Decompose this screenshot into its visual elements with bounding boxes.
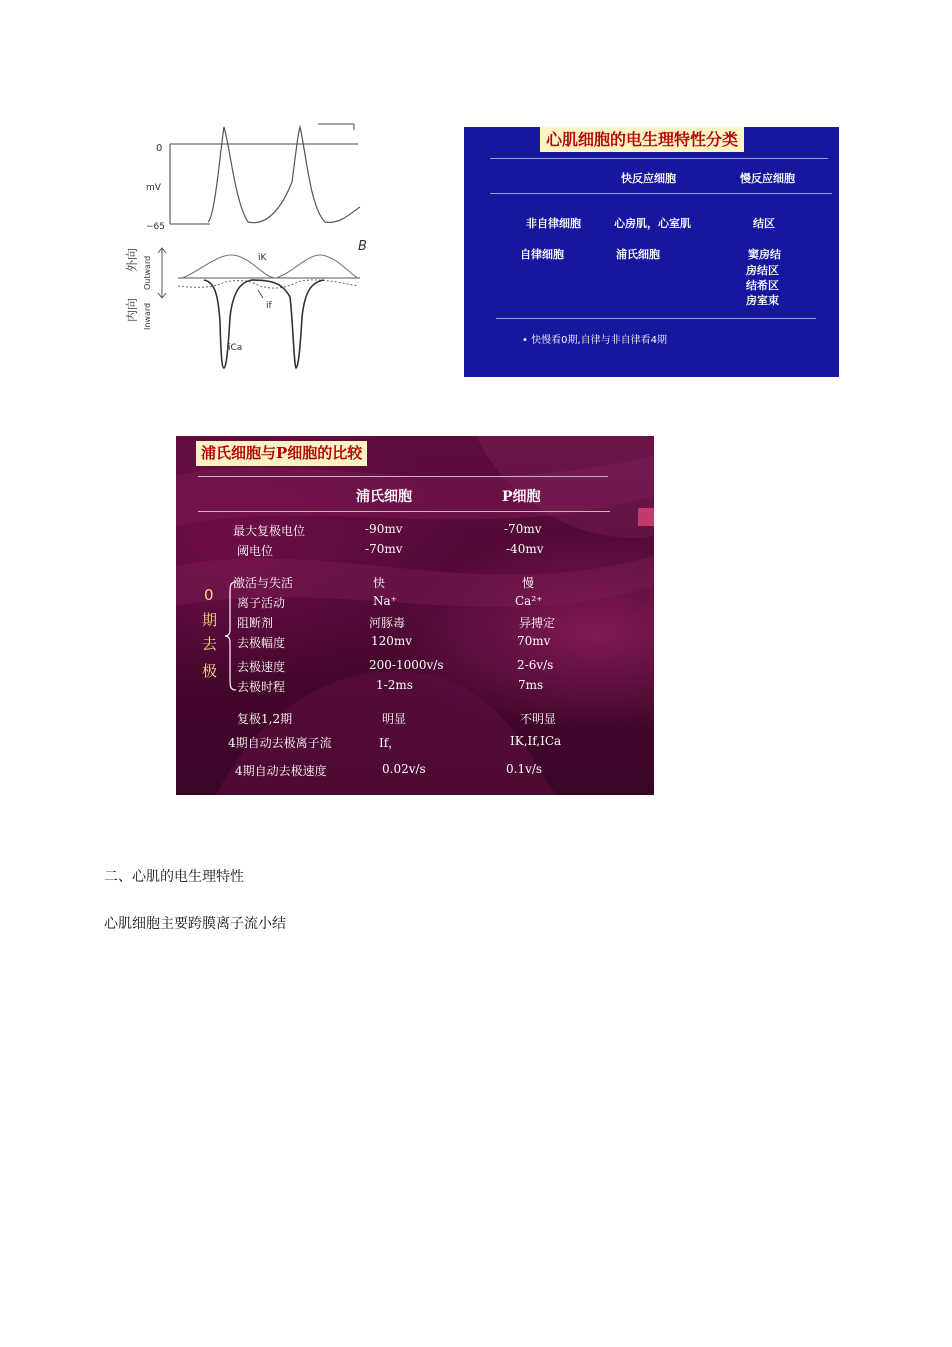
comparison-slide	[176, 436, 654, 795]
row-label: 去极速度	[237, 660, 286, 674]
row-p-value: 不明显	[520, 712, 557, 726]
subheading: 心肌细胞主要跨膜离子流小结	[104, 916, 286, 932]
label-inward-cn: 内向	[125, 297, 139, 322]
label-outward: Outward	[143, 255, 152, 290]
row-autorhythmic-fast: 浦氏细胞	[616, 248, 660, 261]
note-divider	[496, 318, 816, 319]
row-purkinje-value: 明显	[382, 712, 407, 726]
row-purkinje-value: Na⁺	[373, 594, 397, 608]
row-label: 激活与失活	[233, 576, 294, 590]
row-label: 最大复极电位	[233, 524, 306, 538]
label-mv: mV	[146, 183, 161, 193]
row-non-autorhythmic-slow: 结区	[753, 217, 775, 230]
row-purkinje-value: 120mv	[371, 634, 413, 648]
classification-slide	[464, 127, 839, 377]
ica-trace	[204, 280, 324, 368]
slide-title: 浦氏细胞与P细胞的比较	[196, 441, 367, 466]
row-label: 离子活动	[237, 596, 286, 610]
slow-cell-item: 房结区	[746, 264, 779, 277]
title-divider	[490, 158, 828, 159]
slow-cell-item: 结希区	[746, 279, 779, 292]
action-potential-graph	[120, 122, 402, 377]
row-label: 去极幅度	[237, 636, 286, 650]
slow-cell-item: 房室束	[746, 294, 779, 307]
row-purkinje-value: 快	[373, 576, 386, 590]
row-non-autorhythmic-fast: 心房肌，心室肌	[614, 217, 691, 230]
ik-trace	[182, 255, 358, 278]
row-p-value: 7ms	[518, 678, 544, 692]
row-p-value: -70mv	[504, 522, 542, 536]
label-minus65: −65	[146, 222, 165, 232]
row-p-value: 2-6v/s	[517, 658, 554, 672]
side-label-char: 极	[202, 662, 218, 680]
row-purkinje-value: 200-1000v/s	[369, 658, 444, 672]
row-purkinje-value: -90mv	[365, 522, 403, 536]
label-ik: iK	[258, 253, 267, 263]
label-zero: 0	[156, 143, 163, 154]
row-purkinje-value: 河豚毒	[369, 616, 406, 630]
side-label-char: 期	[202, 611, 218, 629]
row-purkinje-value: If，	[379, 736, 401, 750]
slide-title: 心肌细胞的电生理特性分类	[540, 127, 744, 152]
side-label-char: 去	[202, 635, 218, 653]
header-fast-response: 快反应细胞	[621, 172, 676, 185]
row-p-value: IK,If,ICa	[510, 734, 562, 748]
row-p-value: 慢	[522, 576, 535, 590]
row-label: 复极1,2期	[237, 712, 293, 726]
action-potential-figure	[120, 122, 402, 377]
row-p-value: 0.1v/s	[506, 762, 543, 776]
action-potential-trace	[208, 127, 360, 223]
row-autorhythmic-label: 自律细胞	[520, 248, 564, 261]
side-label-char: 0	[204, 586, 214, 604]
slow-cell-item: 窦房结	[748, 248, 781, 261]
row-label: 阈电位	[237, 544, 274, 558]
row-p-value: -40mv	[506, 542, 544, 556]
row-p-value: 异搏定	[519, 616, 556, 630]
header-slow-response: 慢反应细胞	[740, 172, 795, 185]
row-p-value: 70mv	[517, 634, 551, 648]
row-non-autorhythmic-label: 非自律细胞	[526, 217, 581, 230]
brace-icon	[224, 580, 238, 692]
header-divider	[490, 193, 832, 194]
label-if: if	[266, 301, 272, 311]
label-b: B	[358, 239, 367, 254]
title-divider	[198, 476, 608, 477]
section-heading: 二、心肌的电生理特性	[104, 869, 244, 885]
row-purkinje-value: 0.02v/s	[382, 762, 426, 776]
row-label: 4期自动去极速度	[235, 764, 327, 778]
slide-note: • 快慢看0期,自律与非自律看4期	[522, 335, 667, 346]
label-ica: iCa	[228, 343, 243, 353]
row-label: 阻断剂	[237, 616, 274, 630]
label-outward-cn: 外向	[125, 247, 139, 272]
label-inward: Inward	[143, 302, 152, 330]
header-divider	[198, 511, 610, 512]
header-p-cell: P细胞	[502, 489, 541, 505]
row-label: 4期自动去极离子流	[228, 736, 332, 750]
row-label: 去极时程	[237, 680, 286, 694]
decorative-tab	[638, 508, 654, 526]
row-p-value: Ca²⁺	[515, 594, 543, 608]
row-purkinje-value: 1-2ms	[376, 678, 413, 692]
header-purkinje: 浦氏细胞	[356, 489, 412, 505]
row-purkinje-value: -70mv	[365, 542, 403, 556]
